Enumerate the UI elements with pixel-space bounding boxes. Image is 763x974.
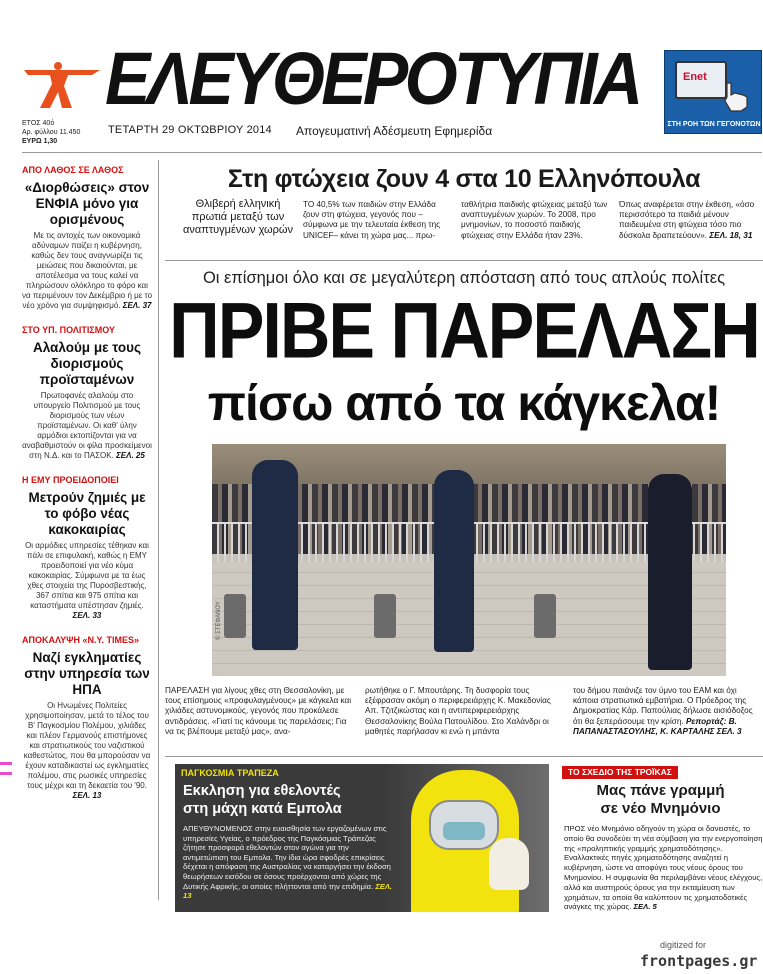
logo-figure-icon: [22, 62, 102, 110]
main-story-kicker: Οι επίσημοι όλο και σε μεγαλύτερη απόσταση από τους απλούς πολίτες: [202, 269, 726, 287]
ebola-headline-line2: στη μάχη κατά Εμπολα: [183, 801, 342, 817]
ebola-headline-line1: Εκκληση για εθελοντές: [183, 783, 341, 799]
enet-caption: ΣΤΗ ΡΟΗ ΤΩΝ ΓΕΓΟΝΟΤΩΝ: [667, 121, 761, 128]
top-story[interactable]: [165, 160, 763, 260]
ebola-mask: [443, 822, 485, 840]
main-story-col3: του δήμου παιάνιζε τον ύμνο του ΕΑΜ και όχι κάποια στρατιωτικά εμβατήρια. Ο Πρόεδρος της Δημοκρατίας Κάρ. Παπούλιας δήλωσε αισιόδοξος ότι θα ξεπεράσουμε την κρίση. Ρεπορτάζ: Β. ΠΑΠΑΝΑΣΤΑΣΟΥΛΗΣ, Κ. ΚΑΡΤΑΛΗΣ ΣΕΛ. 3: [573, 686, 753, 736]
sidebar-story-culture[interactable]: [22, 325, 152, 461]
margin-marker: [0, 772, 12, 775]
enet-label: Enet: [683, 71, 707, 83]
sidebar-kicker: ΑΠΟΚΑΛΥΨΗ «N.Y. TIMES»: [22, 635, 139, 645]
photo-bollard: [534, 594, 556, 638]
troika-kicker: ΤΟ ΣΧΕΔΙΟ ΤΗΣ ΤΡΟΪΚΑΣ: [562, 766, 678, 779]
photo-credit: © ΣΤΕΦΑΝΟΥ: [216, 601, 222, 640]
sidebar-title: Μετρούν ζημιές με το φόβο νέας κακοκαιρίας: [28, 490, 146, 537]
sidebar-body: Οι Ηνωμένες Πολιτείες χρησιμοποίησαν, μετά το τέλος του Β' Παγκοσμίου Πολέμου, χιλιάδες και πλέον Γερμανούς επιστήμονες και στρατιωτικούς του ναζιστικού καθεστώτος, που θα μπορούσαν να έχουν καταδικαστεί ως εγκληματίες πολέμου, στις ρωσικές υπηρεσίες τους μέχρι και τη δεκαετία του '90. ΣΕΛ. 13: [23, 701, 151, 800]
top-story-divider: [165, 260, 763, 261]
parade-photo: [212, 444, 726, 676]
main-story-headline-line1: ΠΡΙΒΕ ΠΑΡΕΛΑΣΗ: [169, 287, 759, 375]
masthead-title: ΕΛΕΥΘΕΡΟΤΥΠΙΑ: [105, 37, 640, 120]
photo-bollard: [374, 594, 396, 638]
troika-body: ΠΡΟΣ νέο Μνημόνιο οδηγούν τη χώρα οι δανειστές, το οποίο θα συνοδεύει τη νέα σύμβαση για την ενεργοποίηση της «προληπτικής γραμμής χρηματοδότησης». Εναλλακτικές πηγές χρηματοδότησης αναζητεί η κυβέρνηση, ώστε να αποφύγει τους νέους όρους του Μνημονίου. Η συμφωνία θα περιλαμβάνει νέους ελέγχους, αλλά και αυστηρούς όρους για την εκταμίευση των χρημάτων, τα οποία θα καλύπτουν τις χρηματοδοτικές ανάγκες της χώρας. ΣΕΛ. 5: [564, 824, 763, 912]
sidebar-kicker: ΑΠΟ ΛΑΘΟΣ ΣΕ ΛΑΘΟΣ: [22, 165, 124, 175]
main-story-col2: ρωτήθηκε ο Γ. Μπουτάρης. Τη δυσφορία τους εξέφρασαν ακόμη ο περιφερειάρχης Κ. Μακεδονίας Απ. Τζιτζικώστας και η αντιπεριφερειάρχης Θεσσαλονίκης Βούλα Πατουλίδου. Στο Χαλάνδρι οι μαθητές παρήλασαν κι ενώ η μπάντα: [365, 686, 551, 736]
troika-headline-line2: σε νέο Μνημόνιο: [600, 800, 721, 817]
ebola-glove: [489, 838, 529, 890]
sidebar-story-enfia[interactable]: [22, 165, 152, 311]
sidebar-story-nazi[interactable]: [22, 635, 152, 801]
sidebar-kicker: Η ΕΜΥ ΠΡΟΕΙΔΟΠΟΙΕΙ: [22, 475, 119, 485]
main-story-headline-line2: πίσω από τα κάγκελα!: [207, 375, 721, 431]
margin-marker: [0, 762, 12, 765]
troika-story[interactable]: [558, 764, 763, 914]
photo-bollard: [224, 594, 246, 638]
main-story-col1: ΠΑΡΕΛΑΣΗ για λίγους χθες στη Θεσσαλονίκη, με τους επίσημους «προφυλαγμένους» με κάγκελα και χιλιάδες αστυνομικούς, γεγονός που προκάλεσε αντιδράσεις. «Γιατί τις κάνουμε τις παρελάσεις; Για να τις βλέπουμε μεταξύ μας», ανα-: [165, 686, 352, 736]
photo-police-officer: [252, 460, 298, 650]
ebola-body: ΑΠΕΥΘΥΝΟΜΕΝΟΣ στην ευαισθησία των εργαζομένων στις υπηρεσίες Υγείας, ο πρόεδρος της Παγκόσμιας Τράπεζας ζήτησε προσφορά εθελοντών στον αγώνα για την αντιμετώπιση του Εμπολα. Την ίδια ώρα σφοδρές επικρίσεις δέχεται η απόφαση της Αυστραλίας να καταργήσει την έκδοση θεωρήσεων εισόδου σε όσους προέρχονται από χώρες της Δυτικής Αφρικής, οι οποίες πλήττονται από την επιδημία. ΣΕΛ. 13: [183, 824, 393, 901]
troika-headline-line1: Μας πάνε γραμμή: [596, 782, 725, 799]
sidebar-body: Πρωτοφανές αλαλούμ στο υπουργείο Πολιτισμού με τους διορισμούς των νέων προϊσταμένων. Οι καθ' ύλην αρμόδιοι εκτοπίζονται για να αναβαθμιστούν οι φίλα προσκείμενοι στη Ν.Δ. και το ΠΑΣΟΚ. ΣΕΛ. 25: [22, 391, 152, 460]
sidebar-story-weather[interactable]: [22, 475, 152, 621]
top-story-deck: Θλιβερή ελληνική πρωτιά μεταξύ των αναπτυγμένων χωρών: [183, 198, 293, 236]
enet-promo[interactable]: [664, 50, 762, 134]
sidebar-kicker: ΣΤΟ ΥΠ. ΠΟΛΙΤΙΣΜΟΥ: [22, 325, 115, 335]
sidebar-title: Ναζί εγκληματίες στην υπηρεσία των ΗΠΑ: [24, 650, 150, 697]
sidebar-body: Με τις αντοχές των οικονομικά αδύναμων παίζει η κυβέρνηση, καθώς δεν τους αναγνωρίζει τις μειώσεις που δικαιούνται, με αποτέλεσμα να τους καλεί να πληρώσουν ολόκληρο το φόρο και να περιμένουν τον Δεκέμβριο ή με το νέο χρόνο για συμψηφισμό. ΣΕΛ. 37: [22, 231, 153, 310]
sidebar-title: «Διορθώσεις» στον ΕΝΦΙΑ μόνο για ορισμένους: [24, 180, 150, 227]
photo-officer: [648, 474, 692, 670]
frontpages-label: frontpages.gr: [640, 952, 758, 970]
sidebar: [22, 165, 152, 801]
photo-police-officer: [434, 470, 474, 652]
masthead-divider: [22, 152, 762, 153]
sidebar-divider: [158, 160, 159, 900]
pointer-hand-icon: [721, 79, 755, 113]
ebola-kicker: ΠΑΓΚΟΣΜΙΑ ΤΡΑΠΕΖΑ: [181, 768, 279, 778]
top-story-headline: Στη φτώχεια ζουν 4 στα 10 Ελληνόπουλα: [227, 165, 701, 193]
top-story-col1: ΤΟ 40,5% των παιδιών στην Ελλάδα ζουν στη φτώχεια, γεγονός που –σύμφωνα με την τελευταία έκθεση της UNICEF– κάνει τη χώρα μας... πρω-: [303, 200, 441, 240]
year-label: ΕΤΟΣ 40ό: [22, 120, 55, 127]
issue-label: Αρ. φύλλου 11.450: [22, 129, 81, 136]
date-line: ΤΕΤΑΡΤΗ 29 ΟΚΤΩΒΡΙΟΥ 2014: [108, 124, 272, 136]
main-story-divider: [165, 756, 763, 757]
ebola-photo: [381, 764, 549, 912]
sidebar-body: Οι αρμόδιες υπηρεσίες τέθηκαν και πάλι σε επιφυλακή, καθώς η ΕΜΥ προειδοποιεί για νέο κύμα κακοκαιρίας. Σύμφωνα με τα έως χθες στοιχεία της Πυροσβεστικής, 367 σπίτια και 975 σπίτια και καταστήματα υπέστησαν ζημιές. ΣΕΛ. 33: [25, 541, 149, 620]
tagline: Απογευματινή Αδέσμευτη Εφημερίδα: [296, 124, 493, 138]
sidebar-title: Αλαλούμ με τους διορισμούς προϊσταμένων: [32, 340, 142, 387]
top-story-col3: Όπως αναφέρεται στην έκθεση, «όσο περισσότερο τα παιδιά μένουν παιδευμένα στη φτώχεια τόσο πιο δύσκολα δραπετεύουν». ΣΕΛ. 18, 31: [619, 200, 755, 240]
price-label: ΕΥΡΩ 1,30: [22, 138, 58, 145]
top-story-col2: ταθλήτρια παιδικής φτώχειας μεταξύ των αναπτυγμένων χωρών. Το 2008, προ μνημονίων, το ποσοστό παιδικής φτώχειας στην Ελλάδα ήταν 23%.: [461, 200, 608, 240]
ebola-story[interactable]: [175, 764, 549, 912]
digitized-label: digitized for: [660, 940, 707, 950]
masthead: [0, 0, 763, 150]
